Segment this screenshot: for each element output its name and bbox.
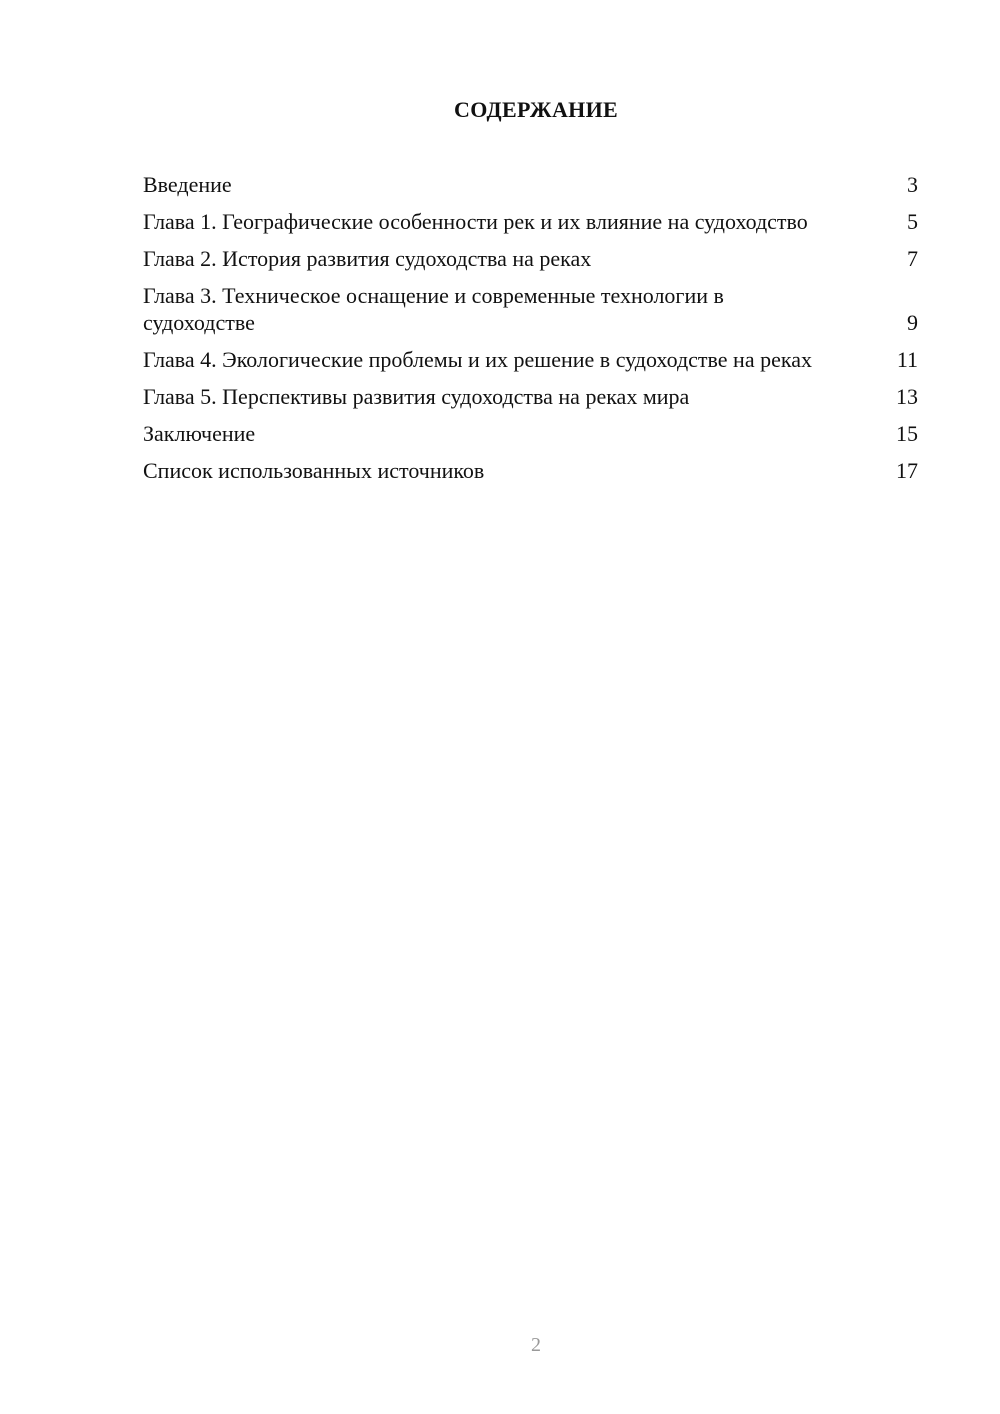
toc-entry-label: Глава 2. История развития судоходства на реках [143, 246, 592, 271]
toc-entry-page: 9 [907, 310, 918, 335]
toc-entry-label: Глава 3. Техническое оснащение и современные технологии в судоходстве [143, 283, 724, 335]
toc-entry [143, 383, 918, 410]
toc-entry-label: Глава 4. Экологические проблемы и их решение в судоходстве на реках [143, 347, 812, 372]
toc-entry-page: 3 [907, 172, 918, 197]
toc-entry-page: 7 [907, 246, 918, 271]
toc-entry [143, 420, 918, 447]
toc-entry-label: Глава 1. Географические особенности рек и их влияние на судоходство [143, 209, 808, 234]
toc-entry-page: 15 [896, 421, 918, 446]
toc-entry [143, 208, 918, 235]
toc-entry-page: 17 [896, 458, 918, 483]
toc-entry-label: Глава 5. Перспективы развития судоходства на реках мира [143, 384, 690, 409]
toc-entry-label: Заключение [143, 421, 256, 446]
toc-entry-page: 13 [896, 384, 918, 409]
toc-entry-page: 11 [896, 347, 918, 372]
toc-entry [143, 457, 918, 484]
toc-entry [143, 171, 918, 198]
table-of-contents [143, 171, 918, 494]
toc-entry-label: Список использованных источников [143, 458, 485, 483]
page-number: 2 [531, 1334, 541, 1356]
toc-entry [143, 245, 918, 272]
toc-entry [143, 346, 918, 373]
page-title: СОДЕРЖАНИЕ [454, 97, 618, 122]
toc-entry-page: 5 [907, 209, 918, 234]
toc-entry [143, 282, 918, 336]
toc-entry-label: Введение [143, 172, 232, 197]
